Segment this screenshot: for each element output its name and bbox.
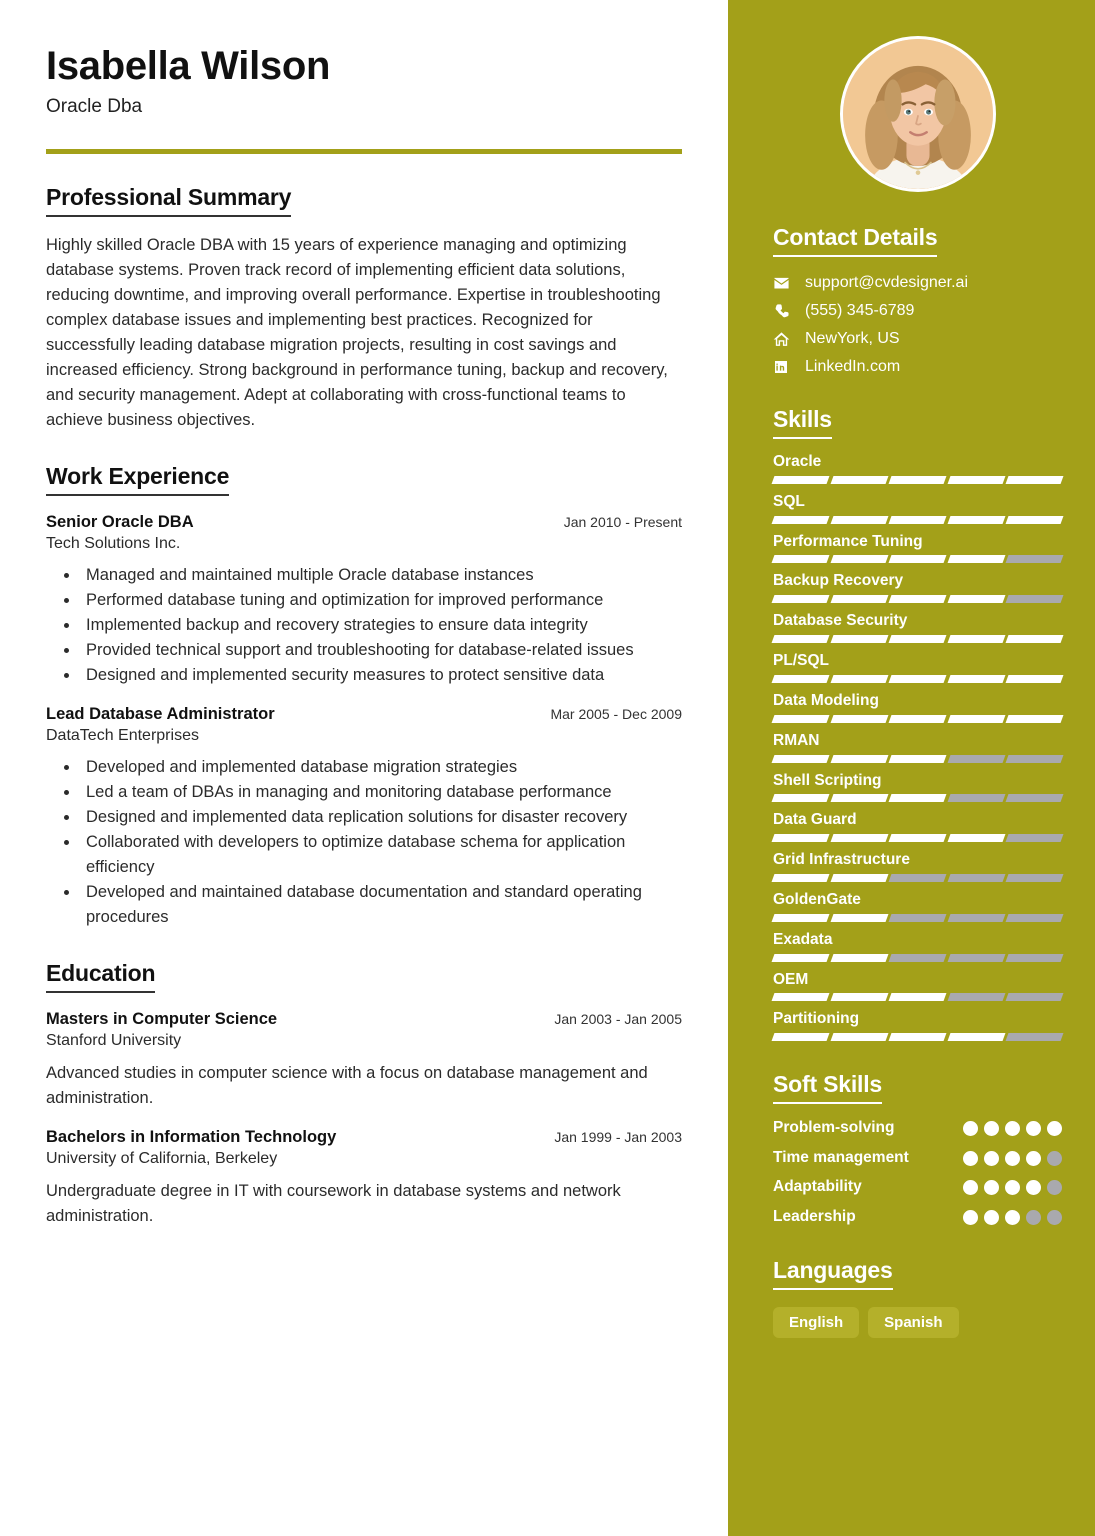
rating-dot	[984, 1180, 999, 1195]
skill-bar-segment	[830, 675, 888, 683]
skill-bar-segment	[947, 993, 1005, 1001]
experience-entry	[46, 705, 682, 930]
candidate-role: Oracle Dba	[46, 95, 143, 117]
skill-row	[773, 453, 1062, 484]
experience-list	[46, 513, 682, 930]
skill-bar-segment	[772, 834, 830, 842]
rating-dot	[963, 1180, 978, 1195]
skill-bar-segment	[889, 476, 947, 484]
skill-bar-segment	[830, 755, 888, 763]
experience-bullet: • Led a team of DBAs in managing and monitoring database performance	[80, 780, 682, 805]
contact-value: (555) 345-6789	[805, 302, 915, 319]
skill-row	[773, 811, 1062, 842]
skill-level-bar	[773, 993, 1062, 1001]
skill-name: Exadata	[773, 930, 833, 948]
education-school: Stanford University	[46, 1031, 182, 1049]
experience-bullet: • Implemented backup and recovery strategies to ensure data integrity	[80, 613, 682, 638]
skill-bar-segment	[889, 516, 947, 524]
skill-bar-segment	[889, 954, 947, 962]
experience-bullet: • Performed database tuning and optimization for improved performance	[80, 588, 682, 613]
skill-bar-segment	[889, 993, 947, 1001]
rating-dot	[984, 1151, 999, 1166]
experience-bullet-list	[46, 755, 682, 930]
sidebar-section-skills	[773, 406, 1062, 1041]
experience-bullet: • Collaborated with developers to optimize database schema for application efficiency	[80, 830, 682, 880]
skill-bar-segment	[889, 794, 947, 802]
language-chip: Spanish	[868, 1307, 958, 1338]
skill-bar-segment	[889, 914, 947, 922]
skill-level-bar	[773, 954, 1062, 962]
soft-skills-list	[773, 1119, 1062, 1226]
skill-bar-segment	[889, 755, 947, 763]
skill-row	[773, 612, 1062, 643]
skill-bar-segment	[889, 595, 947, 603]
skill-bar-segment	[830, 954, 888, 962]
rating-dot	[963, 1151, 978, 1166]
rating-dot	[1026, 1180, 1041, 1195]
skill-bar-segment	[947, 834, 1005, 842]
experience-bullet: • Provided technical support and troubleshooting for database-related issues	[80, 638, 682, 663]
skill-bar-segment	[1006, 635, 1064, 643]
skill-name: Partitioning	[773, 1010, 860, 1028]
skill-bar-segment	[1006, 675, 1064, 683]
rating-dot	[984, 1210, 999, 1225]
rating-dot	[1047, 1121, 1062, 1136]
experience-company: DataTech Enterprises	[46, 726, 199, 744]
skill-bar-segment	[1006, 595, 1064, 603]
language-chip: English	[773, 1307, 859, 1338]
phone-icon	[773, 303, 797, 319]
skill-bar-segment	[947, 555, 1005, 563]
rating-dot	[963, 1210, 978, 1225]
skill-bar-segment	[772, 794, 830, 802]
section-title-summary: Professional Summary	[46, 184, 291, 217]
skill-bar-segment	[1006, 755, 1064, 763]
experience-company: Tech Solutions Inc.	[46, 534, 181, 552]
section-work-experience	[46, 463, 682, 930]
skill-level-bar	[773, 635, 1062, 643]
skill-row	[773, 971, 1062, 1002]
skill-bar-segment	[889, 635, 947, 643]
header-block	[46, 44, 682, 154]
skill-level-bar	[773, 1033, 1062, 1041]
skill-row	[773, 772, 1062, 803]
skill-bar-segment	[947, 954, 1005, 962]
skill-name: Database Security	[773, 612, 908, 630]
skill-bar-segment	[947, 1033, 1005, 1041]
section-professional-summary	[46, 184, 682, 433]
skill-level-bar	[773, 834, 1062, 842]
skill-name: SQL	[773, 492, 805, 510]
skill-level-bar	[773, 715, 1062, 723]
skill-bar-segment	[830, 794, 888, 802]
skill-row	[773, 533, 1062, 564]
contact-row[interactable]	[773, 302, 1062, 320]
skill-bar-segment	[1006, 516, 1064, 524]
rating-dot	[1047, 1210, 1062, 1225]
skill-bar-segment	[830, 595, 888, 603]
skill-bar-segment	[772, 914, 830, 922]
rating-dot	[1005, 1180, 1020, 1195]
rating-dot	[1026, 1210, 1041, 1225]
soft-skill-row	[773, 1119, 1062, 1138]
education-entry-header	[46, 1010, 682, 1029]
soft-skill-row	[773, 1149, 1062, 1168]
skill-bar-segment	[947, 794, 1005, 802]
skill-bar-segment	[1006, 914, 1064, 922]
skill-bar-segment	[772, 1033, 830, 1041]
skill-row	[773, 652, 1062, 683]
soft-skill-rating	[963, 1180, 1062, 1195]
sidebar-section-soft-skills	[773, 1071, 1062, 1226]
rating-dot	[1005, 1210, 1020, 1225]
soft-skill-rating	[963, 1121, 1062, 1136]
skill-row	[773, 493, 1062, 524]
skill-bar-segment	[830, 834, 888, 842]
soft-skill-rating	[963, 1151, 1062, 1166]
contact-row[interactable]	[773, 358, 1062, 376]
skill-bar-segment	[947, 516, 1005, 524]
soft-skill-name: Leadership	[773, 1207, 856, 1225]
contact-row[interactable]	[773, 274, 1062, 292]
skill-bar-segment	[772, 755, 830, 763]
experience-job-title: Senior Oracle DBA	[46, 512, 194, 531]
skill-name: PL/SQL	[773, 652, 829, 670]
education-degree: Bachelors in Information Technology	[46, 1127, 337, 1146]
experience-bullet: • Managed and maintained multiple Oracle database instances	[80, 563, 682, 588]
skill-level-bar	[773, 516, 1062, 524]
skill-bar-segment	[830, 874, 888, 882]
soft-skill-rating	[963, 1210, 1062, 1225]
skill-bar-segment	[1006, 954, 1064, 962]
section-title-experience: Work Experience	[46, 463, 229, 496]
skill-bar-segment	[830, 516, 888, 524]
skill-row	[773, 891, 1062, 922]
skill-bar-segment	[772, 476, 830, 484]
skill-bar-segment	[947, 914, 1005, 922]
skill-bar-segment	[772, 954, 830, 962]
skill-bar-segment	[947, 874, 1005, 882]
experience-entry-header	[46, 705, 682, 724]
skill-bar-segment	[772, 555, 830, 563]
skill-bar-segment	[947, 595, 1005, 603]
skill-row	[773, 692, 1062, 723]
avatar	[840, 36, 996, 192]
skill-bar-segment	[1006, 794, 1064, 802]
education-degree: Masters in Computer Science	[46, 1009, 278, 1028]
experience-date-range: Jan 2010 - Present	[563, 513, 682, 530]
header-divider	[46, 149, 682, 154]
experience-bullet-list	[46, 563, 682, 688]
education-description: Undergraduate degree in IT with coursework in database systems and network administration.	[46, 1181, 621, 1225]
skill-bar-segment	[772, 635, 830, 643]
experience-bullet: • Designed and implemented security measures to protect sensitive data	[80, 663, 682, 688]
experience-job-title: Lead Database Administrator	[46, 704, 275, 723]
avatar-portrait-icon	[843, 39, 993, 189]
skill-bar-segment	[830, 555, 888, 563]
skill-bar-segment	[889, 834, 947, 842]
skill-bar-segment	[947, 755, 1005, 763]
education-description: Advanced studies in computer science with a focus on database management and administration.	[46, 1063, 648, 1107]
skill-bar-segment	[830, 993, 888, 1001]
skill-bar-segment	[772, 516, 830, 524]
skill-level-bar	[773, 595, 1062, 603]
rating-dot	[1047, 1180, 1062, 1195]
skill-bar-segment	[889, 555, 947, 563]
skill-bar-segment	[1006, 874, 1064, 882]
home-icon	[773, 331, 797, 348]
skill-name: Performance Tuning	[773, 532, 923, 550]
skill-bar-segment	[830, 715, 888, 723]
contact-row[interactable]	[773, 330, 1062, 348]
skill-row	[773, 732, 1062, 763]
education-date-range: Jan 2003 - Jan 2005	[554, 1010, 682, 1027]
summary-text: Highly skilled Oracle DBA with 15 years of experience managing and optimizing database systems. Proven track record of implementing efficient data solutions, reducing downtime, and improving overall performance. Expertise in troubleshooting complex database issues and implementing best practices. Recognized for successfully leading database migration projects, resulting in cost savings and increased efficiency. Strong background in performance tuning, backup and recovery, and security management. Adept at collaborating with cross-functional teams to achieve business objectives.	[46, 235, 668, 429]
rating-dot	[963, 1121, 978, 1136]
rating-dot	[1026, 1151, 1041, 1166]
rating-dot	[984, 1121, 999, 1136]
soft-skill-name: Problem-solving	[773, 1119, 895, 1137]
skill-level-bar	[773, 874, 1062, 882]
skill-bar-segment	[830, 914, 888, 922]
skill-row	[773, 1010, 1062, 1041]
skill-level-bar	[773, 914, 1062, 922]
skill-bar-segment	[1006, 993, 1064, 1001]
skill-name: GoldenGate	[773, 890, 861, 908]
languages-list	[773, 1307, 1062, 1338]
skill-bar-segment	[889, 1033, 947, 1041]
education-entry	[46, 1010, 682, 1111]
rating-dot	[1047, 1151, 1062, 1166]
skill-bar-segment	[772, 874, 830, 882]
skill-bar-segment	[1006, 715, 1064, 723]
sidebar-title-languages: Languages	[773, 1257, 893, 1290]
skill-name: Oracle	[773, 453, 822, 470]
skill-bar-segment	[772, 595, 830, 603]
skill-bar-segment	[830, 635, 888, 643]
skill-bar-segment	[772, 993, 830, 1001]
experience-entry	[46, 513, 682, 688]
skill-name: OEM	[773, 970, 809, 988]
skill-name: Data Guard	[773, 811, 857, 829]
sidebar-section-contact	[773, 224, 1062, 376]
sidebar-title-contact: Contact Details	[773, 224, 937, 257]
avatar-wrapper	[773, 36, 1062, 192]
skill-bar-segment	[889, 715, 947, 723]
skill-bar-segment	[830, 1033, 888, 1041]
education-entry	[46, 1128, 682, 1229]
experience-entry-header	[46, 513, 682, 532]
skill-name: Data Modeling	[773, 691, 879, 709]
soft-skill-row	[773, 1208, 1062, 1227]
contact-value: NewYork, US	[805, 330, 900, 347]
skill-bar-segment	[772, 715, 830, 723]
soft-skill-name: Adaptability	[773, 1178, 862, 1196]
skill-level-bar	[773, 675, 1062, 683]
education-date-range: Jan 1999 - Jan 2003	[554, 1128, 682, 1145]
skill-bar-segment	[1006, 834, 1064, 842]
skill-name: RMAN	[773, 731, 820, 749]
skill-bar-segment	[889, 874, 947, 882]
skill-bar-segment	[1006, 1033, 1064, 1041]
sidebar	[728, 0, 1095, 1536]
skill-bar-segment	[947, 675, 1005, 683]
candidate-name: Isabella Wilson	[46, 44, 331, 88]
skill-bar-segment	[947, 635, 1005, 643]
skill-bar-segment	[947, 715, 1005, 723]
skills-list	[773, 453, 1062, 1041]
sidebar-title-skills: Skills	[773, 406, 832, 439]
rating-dot	[1026, 1121, 1041, 1136]
skill-row	[773, 572, 1062, 603]
skill-bar-segment	[1006, 555, 1064, 563]
rating-dot	[1005, 1151, 1020, 1166]
education-entry-header	[46, 1128, 682, 1147]
skill-level-bar	[773, 555, 1062, 563]
skill-row	[773, 931, 1062, 962]
skill-row	[773, 851, 1062, 882]
contact-value: LinkedIn.com	[805, 358, 901, 375]
education-school: University of California, Berkeley	[46, 1149, 278, 1167]
skill-name: Backup Recovery	[773, 572, 904, 590]
experience-bullet: • Developed and implemented database migration strategies	[80, 755, 682, 780]
soft-skill-row	[773, 1178, 1062, 1197]
skill-bar-segment	[772, 675, 830, 683]
soft-skill-name: Time management	[773, 1148, 909, 1166]
contact-list	[773, 274, 1062, 376]
section-title-education: Education	[46, 960, 155, 993]
skill-level-bar	[773, 794, 1062, 802]
skill-bar-segment	[947, 476, 1005, 484]
section-education	[46, 960, 682, 1229]
contact-value: support@cvdesigner.ai	[805, 274, 968, 291]
skill-bar-segment	[830, 476, 888, 484]
sidebar-section-languages	[773, 1257, 1062, 1338]
envelope-icon	[773, 275, 797, 292]
linkedin-icon	[773, 359, 797, 375]
experience-date-range: Mar 2005 - Dec 2009	[550, 705, 682, 722]
skill-level-bar	[773, 755, 1062, 763]
skill-level-bar	[773, 476, 1062, 484]
education-list	[46, 1010, 682, 1229]
rating-dot	[1005, 1121, 1020, 1136]
skill-name: Shell Scripting	[773, 771, 882, 789]
experience-bullet: • Developed and maintained database documentation and standard operating procedures	[80, 880, 682, 930]
skill-bar-segment	[1006, 476, 1064, 484]
sidebar-title-soft-skills: Soft Skills	[773, 1071, 882, 1104]
experience-bullet: • Designed and implemented data replication solutions for disaster recovery	[80, 805, 682, 830]
skill-bar-segment	[889, 675, 947, 683]
skill-name: Grid Infrastructure	[773, 851, 910, 869]
